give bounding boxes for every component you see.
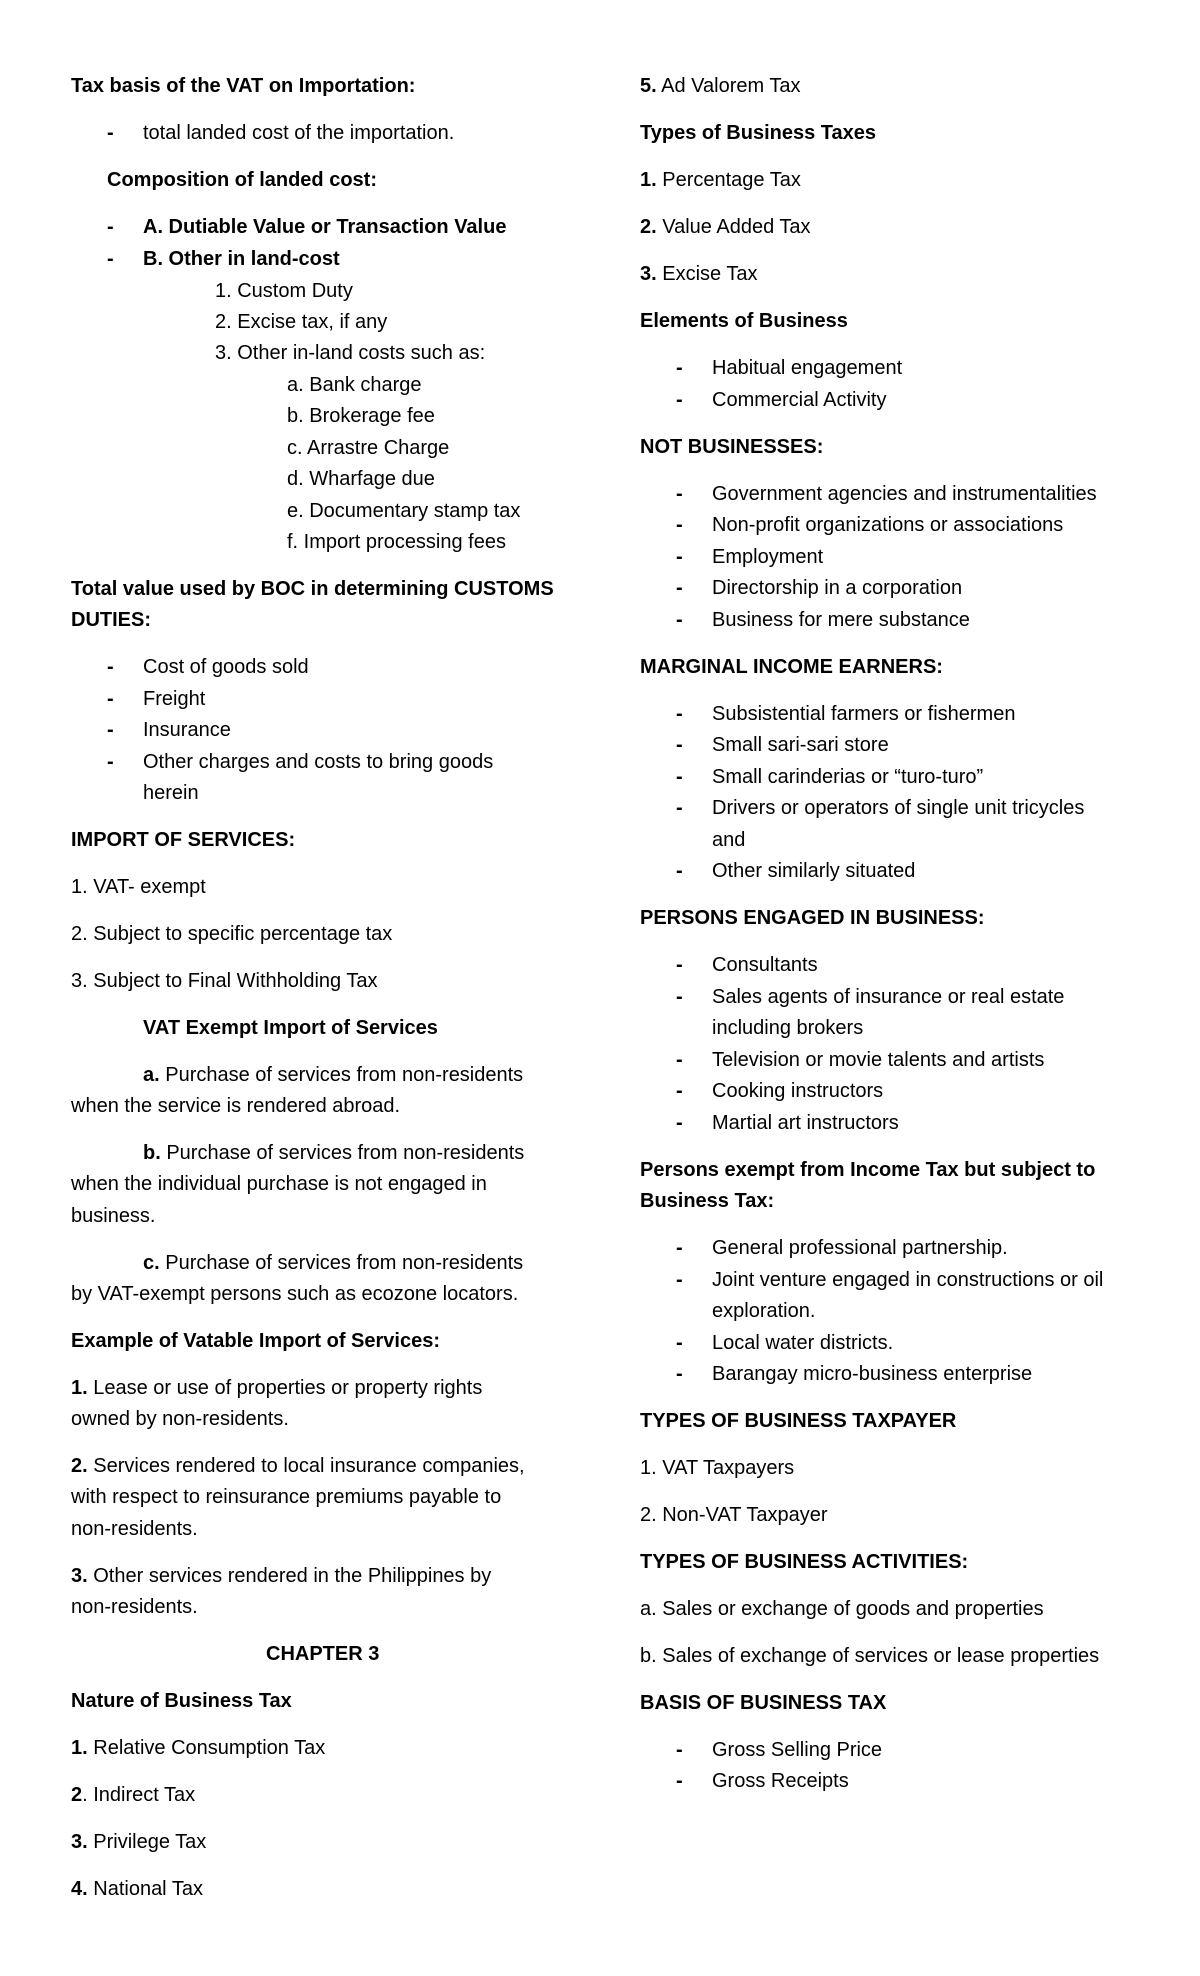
item-text: Privilege Tax — [93, 1831, 207, 1853]
import-services-item: 1. VAT- exempt — [71, 876, 206, 898]
exempt-heading-cont: Business Tax: — [640, 1190, 775, 1212]
dash-bullet: - — [107, 656, 114, 678]
dash-bullet: - — [107, 719, 114, 741]
paragraph-line — [143, 1251, 523, 1275]
chapter-heading: CHAPTER 3 — [266, 1643, 380, 1665]
sub-sub-item: a. Bank charge — [287, 374, 422, 396]
sub-item: 1. Custom Duty — [215, 280, 353, 302]
tax-basis-heading: Tax basis of the VAT on Importation: — [71, 75, 416, 97]
taxpayer-heading: TYPES OF BUSINESS TAXPAYER — [640, 1410, 957, 1432]
list-item: General professional partnership. — [712, 1237, 1008, 1259]
numbered-item — [71, 1736, 325, 1760]
dash-bullet: - — [676, 1269, 683, 1291]
item-label: b. — [143, 1142, 161, 1164]
item-text: Value Added Tax — [662, 216, 811, 238]
dash-bullet: - — [676, 1332, 683, 1354]
paragraph-line — [143, 1063, 523, 1087]
item-label: 2 — [71, 1784, 83, 1806]
example-heading: Example of Vatable Import of Services: — [71, 1330, 441, 1352]
types-heading: Types of Business Taxes — [640, 122, 877, 144]
dash-bullet: - — [676, 986, 683, 1008]
marginal-heading: MARGINAL INCOME EARNERS: — [640, 656, 943, 678]
sub-sub-item: d. Wharfage due — [287, 468, 435, 490]
lettered-item: a. Sales or exchange of goods and properties — [640, 1598, 1044, 1620]
list-item-cont: herein — [143, 782, 199, 804]
dash-bullet: - — [676, 389, 683, 411]
item-label: 1. — [71, 1377, 88, 1399]
import-services-item: 2. Subject to specific percentage tax — [71, 923, 393, 945]
dash-bullet: - — [107, 122, 114, 144]
paragraph-line: when the service is rendered abroad. — [71, 1095, 401, 1117]
dash-bullet: - — [676, 703, 683, 725]
composition-item-b: B. Other in land-cost — [143, 248, 340, 270]
item-text: Lease or use of properties or property rights — [93, 1377, 483, 1399]
paragraph-line: with respect to reinsurance premiums payable to — [71, 1486, 502, 1508]
persons-heading: PERSONS ENGAGED IN BUSINESS: — [640, 907, 985, 929]
dash-bullet: - — [676, 797, 683, 819]
dash-bullet: - — [107, 751, 114, 773]
total-value-heading-cont: DUTIES: — [71, 609, 151, 631]
dash-bullet: - — [676, 954, 683, 976]
sub-sub-item: b. Brokerage fee — [287, 405, 435, 427]
list-item-cont: exploration. — [712, 1300, 816, 1322]
item-text: Excise Tax — [662, 263, 758, 285]
list-item: Other similarly situated — [712, 860, 916, 882]
dash-bullet: - — [676, 1770, 683, 1792]
item-label: 5. — [640, 75, 657, 97]
sub-sub-item: f. Import processing fees — [287, 531, 506, 553]
list-item: Non-profit organizations or associations — [712, 514, 1064, 536]
paragraph-line — [71, 1564, 491, 1588]
basis-heading: BASIS OF BUSINESS TAX — [640, 1692, 887, 1714]
sub-item: 3. Other in-land costs such as: — [215, 342, 486, 364]
list-item-cont: including brokers — [712, 1017, 864, 1039]
dash-bullet: - — [676, 546, 683, 568]
numbered-item: 1. VAT Taxpayers — [640, 1457, 795, 1479]
dash-bullet: - — [676, 514, 683, 536]
import-services-heading: IMPORT OF SERVICES: — [71, 829, 296, 851]
item-label: 4. — [71, 1878, 88, 1900]
paragraph-line: non-residents. — [71, 1518, 198, 1540]
list-item: Small carinderias or “turo-turo” — [712, 766, 984, 788]
list-item: Barangay micro-business enterprise — [712, 1363, 1033, 1385]
dash-bullet: - — [676, 577, 683, 599]
list-item: Freight — [143, 688, 206, 710]
paragraph-line: business. — [71, 1205, 156, 1227]
composition-heading: Composition of landed cost: — [107, 169, 377, 191]
list-item: Television or movie talents and artists — [712, 1049, 1045, 1071]
list-item: Business for mere substance — [712, 609, 970, 631]
item-label: 1. — [640, 169, 657, 191]
item-text: Percentage Tax — [662, 169, 801, 191]
list-item: Gross Receipts — [712, 1770, 849, 1792]
numbered-item — [71, 1877, 203, 1901]
tax-basis-item: total landed cost of the importation. — [143, 122, 455, 144]
dash-bullet: - — [107, 248, 114, 270]
numbered-item — [640, 168, 801, 192]
nature-heading: Nature of Business Tax — [71, 1690, 292, 1712]
paragraph-line: non-residents. — [71, 1596, 198, 1618]
dash-bullet: - — [107, 216, 114, 238]
numbered-item: 2. Non-VAT Taxpayer — [640, 1504, 828, 1526]
dash-bullet: - — [676, 483, 683, 505]
item-label: 2. — [71, 1455, 88, 1477]
list-item: Consultants — [712, 954, 818, 976]
list-item: Employment — [712, 546, 824, 568]
list-item-cont: and — [712, 829, 746, 851]
list-item: Insurance — [143, 719, 231, 741]
import-services-item: 3. Subject to Final Withholding Tax — [71, 970, 378, 992]
list-item: Other charges and costs to bring goods — [143, 751, 494, 773]
list-item: Gross Selling Price — [712, 1739, 883, 1761]
paragraph-line: owned by non-residents. — [71, 1408, 289, 1430]
item-label: c. — [143, 1252, 160, 1274]
dash-bullet: - — [676, 1237, 683, 1259]
dash-bullet: - — [676, 860, 683, 882]
paragraph-line — [71, 1454, 525, 1478]
list-item: Commercial Activity — [712, 389, 887, 411]
dash-bullet: - — [676, 1363, 683, 1385]
item-text: . Indirect Tax — [82, 1784, 196, 1806]
list-item: Directorship in a corporation — [712, 577, 963, 599]
lettered-item: b. Sales of exchange of services or lease properties — [640, 1645, 1100, 1667]
list-item: Local water districts. — [712, 1332, 894, 1354]
list-item: Government agencies and instrumentalities — [712, 483, 1097, 505]
activities-heading: TYPES OF BUSINESS ACTIVITIES: — [640, 1551, 969, 1573]
item-text: Purchase of services from non-residents — [166, 1142, 525, 1164]
list-item: Joint venture engaged in constructions or oil — [712, 1269, 1104, 1291]
item-text: Services rendered to local insurance companies, — [93, 1455, 525, 1477]
item-label: 3. — [71, 1831, 88, 1853]
item-text: Relative Consumption Tax — [93, 1737, 326, 1759]
exempt-heading: Persons exempt from Income Tax but subject to — [640, 1159, 1096, 1181]
item-label: 1. — [71, 1737, 88, 1759]
composition-item-a: A. Dutiable Value or Transaction Value — [143, 216, 507, 238]
dash-bullet: - — [676, 1739, 683, 1761]
item-label: 3. — [71, 1565, 88, 1587]
item-text: Ad Valorem Tax — [661, 75, 801, 97]
total-value-heading: Total value used by BOC in determining CUSTOMS — [71, 578, 554, 600]
list-item: Cost of goods sold — [143, 656, 309, 678]
numbered-item — [640, 215, 811, 239]
list-item: Martial art instructors — [712, 1112, 899, 1134]
dash-bullet: - — [107, 688, 114, 710]
dash-bullet: - — [676, 609, 683, 631]
item-text: National Tax — [93, 1878, 203, 1900]
sub-item: 2. Excise tax, if any — [215, 311, 388, 333]
not-businesses-heading: NOT BUSINESSES: — [640, 436, 824, 458]
numbered-item — [71, 1783, 195, 1807]
dash-bullet: - — [676, 734, 683, 756]
sub-sub-item: e. Documentary stamp tax — [287, 500, 521, 522]
list-item: Habitual engagement — [712, 357, 903, 379]
list-item: Small sari-sari store — [712, 734, 889, 756]
dash-bullet: - — [676, 357, 683, 379]
sub-sub-item: c. Arrastre Charge — [287, 437, 450, 459]
item-text: Other services rendered in the Philippines by — [93, 1565, 492, 1587]
item-label: 3. — [640, 263, 657, 285]
elements-heading: Elements of Business — [640, 310, 848, 332]
item-label: a. — [143, 1064, 160, 1086]
vat-exempt-heading: VAT Exempt Import of Services — [143, 1017, 438, 1039]
item-label: 2. — [640, 216, 657, 238]
list-item: Drivers or operators of single unit tricycles — [712, 797, 1085, 819]
list-item: Cooking instructors — [712, 1080, 884, 1102]
numbered-item — [640, 262, 757, 286]
list-item: Sales agents of insurance or real estate — [712, 986, 1065, 1008]
paragraph-line: by VAT-exempt persons such as ecozone locators. — [71, 1283, 519, 1305]
paragraph-line — [71, 1376, 482, 1400]
numbered-item — [71, 1830, 206, 1854]
dash-bullet: - — [676, 1049, 683, 1071]
dash-bullet: - — [676, 766, 683, 788]
list-item: Subsistential farmers or fishermen — [712, 703, 1016, 725]
paragraph-line: when the individual purchase is not engaged in — [71, 1173, 487, 1195]
item-text: Purchase of services from non-residents — [165, 1064, 524, 1086]
dash-bullet: - — [676, 1112, 683, 1134]
numbered-item — [640, 74, 800, 98]
paragraph-line — [143, 1141, 524, 1165]
dash-bullet: - — [676, 1080, 683, 1102]
item-text: Purchase of services from non-residents — [165, 1252, 524, 1274]
